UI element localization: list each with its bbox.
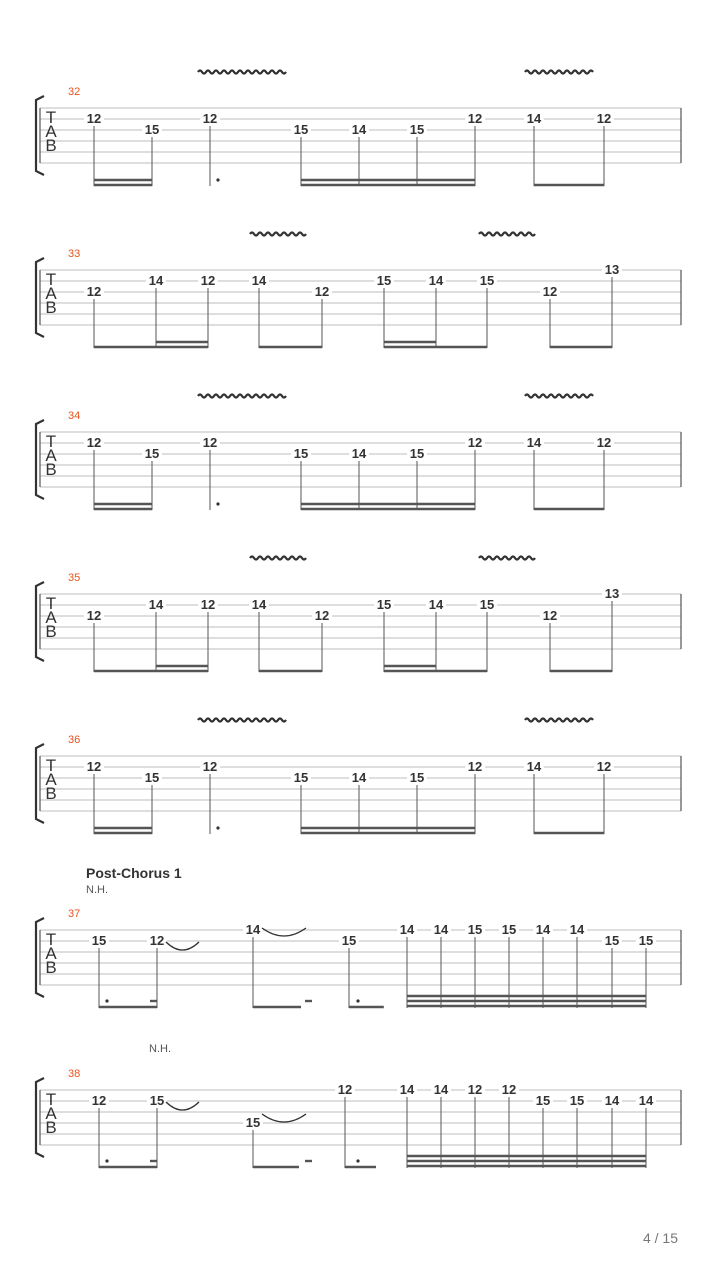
tab-system (36, 557, 681, 673)
fret-number: 15 (409, 122, 425, 137)
tab-clef-letter: A (45, 770, 57, 789)
fret-number: 12 (467, 759, 483, 774)
tab-system (36, 865, 681, 1008)
tab-clef-letter: T (45, 930, 57, 949)
tab-clef-letter: B (45, 1118, 57, 1137)
fret-number: 15 (638, 933, 654, 948)
measure-number: 33 (68, 248, 81, 260)
fret-number: 15 (535, 1093, 551, 1108)
fret-number: 12 (337, 1082, 353, 1097)
tab-system (36, 1043, 681, 1168)
dot (216, 178, 219, 181)
fret-number: 14 (251, 597, 267, 612)
dot (356, 999, 359, 1002)
fret-number: 15 (467, 922, 483, 937)
tab-clef-letter: A (45, 608, 57, 627)
fret-number: 15 (501, 922, 517, 937)
tab-clef-letter: T (45, 756, 57, 775)
vibrato-mark (479, 557, 535, 560)
fret-number: 12 (86, 435, 102, 450)
vibrato-mark (250, 233, 306, 236)
tab-clef-letter: A (45, 446, 57, 465)
fret-number: 15 (409, 446, 425, 461)
fret-number: 14 (638, 1093, 654, 1108)
fret-number: 15 (293, 446, 309, 461)
tab-clef-letter: T (45, 108, 57, 127)
measure-number: 32 (68, 86, 81, 98)
tab-system (36, 71, 681, 187)
fret-number: 12 (202, 111, 218, 126)
fret-number: 14 (148, 597, 164, 612)
fret-number: 12 (202, 435, 218, 450)
fret-number: 15 (604, 933, 620, 948)
vibrato-mark (479, 233, 535, 236)
tie (262, 928, 306, 936)
fret-number: 14 (604, 1093, 620, 1108)
fret-number: 12 (467, 435, 483, 450)
tab-system (36, 719, 681, 835)
fret-number: 14 (526, 435, 542, 450)
vibrato-mark (250, 557, 306, 560)
fret-number: 15 (144, 446, 160, 461)
fret-number: 15 (341, 933, 357, 948)
fret-number: 14 (351, 122, 367, 137)
fret-number: 15 (569, 1093, 585, 1108)
fret-number: 12 (596, 111, 612, 126)
vibrato-mark (198, 395, 286, 398)
fret-number: 15 (91, 933, 107, 948)
fret-number: 15 (479, 597, 495, 612)
tab-clef-letter: A (45, 1104, 57, 1123)
fret-number: 12 (86, 608, 102, 623)
tie (262, 1114, 306, 1122)
fret-number: 14 (148, 273, 164, 288)
fret-number: 14 (428, 273, 444, 288)
fret-number: 14 (526, 759, 542, 774)
fret-number: 15 (293, 122, 309, 137)
fret-number: 14 (428, 597, 444, 612)
fret-number: 12 (86, 111, 102, 126)
section-label: Post-Chorus 1 (86, 865, 182, 881)
fret-number: 12 (467, 111, 483, 126)
tab-clef-letter: B (45, 136, 57, 155)
vibrato-mark (198, 71, 286, 74)
fret-number: 12 (596, 759, 612, 774)
tab-clef-letter: A (45, 944, 57, 963)
fret-number: 14 (433, 922, 449, 937)
fret-number: 14 (351, 446, 367, 461)
dot (356, 1159, 359, 1162)
fret-number: 15 (149, 1093, 165, 1108)
fret-number: 14 (535, 922, 551, 937)
fret-number: 15 (144, 122, 160, 137)
fret-number: 12 (314, 608, 330, 623)
fret-number: 14 (399, 1082, 415, 1097)
dot (105, 999, 108, 1002)
fret-number: 12 (501, 1082, 517, 1097)
fret-number: 15 (479, 273, 495, 288)
measure-number: 36 (68, 734, 81, 746)
fret-number: 12 (467, 1082, 483, 1097)
fret-number: 12 (314, 284, 330, 299)
tab-clef-letter: A (45, 284, 57, 303)
dot (216, 826, 219, 829)
fret-number: 15 (376, 273, 392, 288)
measure-number: 35 (68, 572, 81, 584)
tab-clef-letter: T (45, 594, 57, 613)
natural-harmonic-label: N.H. (86, 884, 108, 896)
fret-number: 14 (526, 111, 542, 126)
tab-clef-letter: B (45, 298, 57, 317)
fret-number: 14 (399, 922, 415, 937)
tab-clef-letter: B (45, 958, 57, 977)
fret-number: 13 (604, 262, 620, 277)
fret-number: 12 (86, 284, 102, 299)
fret-number: 14 (433, 1082, 449, 1097)
fret-number: 12 (542, 608, 558, 623)
tab-clef-letter: T (45, 270, 57, 289)
measure-number: 34 (68, 410, 81, 422)
fret-number: 12 (596, 435, 612, 450)
fret-number: 12 (91, 1093, 107, 1108)
tab-clef-letter: B (45, 460, 57, 479)
fret-number: 12 (542, 284, 558, 299)
page-indicator: 4 / 15 (642, 1230, 678, 1246)
tab-clef-letter: T (45, 1090, 57, 1109)
tab-clef-letter: A (45, 122, 57, 141)
natural-harmonic-label: N.H. (149, 1043, 171, 1055)
fret-number: 14 (351, 770, 367, 785)
fret-number: 15 (245, 1115, 261, 1130)
fret-number: 12 (149, 933, 165, 948)
fret-number: 15 (293, 770, 309, 785)
tab-system (36, 395, 681, 511)
vibrato-mark (525, 395, 593, 398)
measure-number: 38 (68, 1068, 81, 1080)
fret-number: 13 (604, 586, 620, 601)
tab-system (36, 233, 681, 349)
dot (216, 502, 219, 505)
fret-number: 12 (200, 597, 216, 612)
vibrato-mark (525, 71, 593, 74)
tab-clef-letter: B (45, 622, 57, 641)
fret-number: 12 (86, 759, 102, 774)
fret-number: 15 (409, 770, 425, 785)
fret-number: 15 (376, 597, 392, 612)
fret-number: 14 (251, 273, 267, 288)
dot (105, 1159, 108, 1162)
vibrato-mark (525, 719, 593, 722)
vibrato-mark (198, 719, 286, 722)
tab-clef-letter: T (45, 432, 57, 451)
fret-number: 14 (245, 922, 261, 937)
tab-clef-letter: B (45, 784, 57, 803)
tie (166, 1102, 199, 1110)
tie (166, 942, 199, 950)
measure-number: 37 (68, 908, 81, 920)
fret-number: 12 (202, 759, 218, 774)
fret-number: 12 (200, 273, 216, 288)
fret-number: 15 (144, 770, 160, 785)
fret-number: 14 (569, 922, 585, 937)
